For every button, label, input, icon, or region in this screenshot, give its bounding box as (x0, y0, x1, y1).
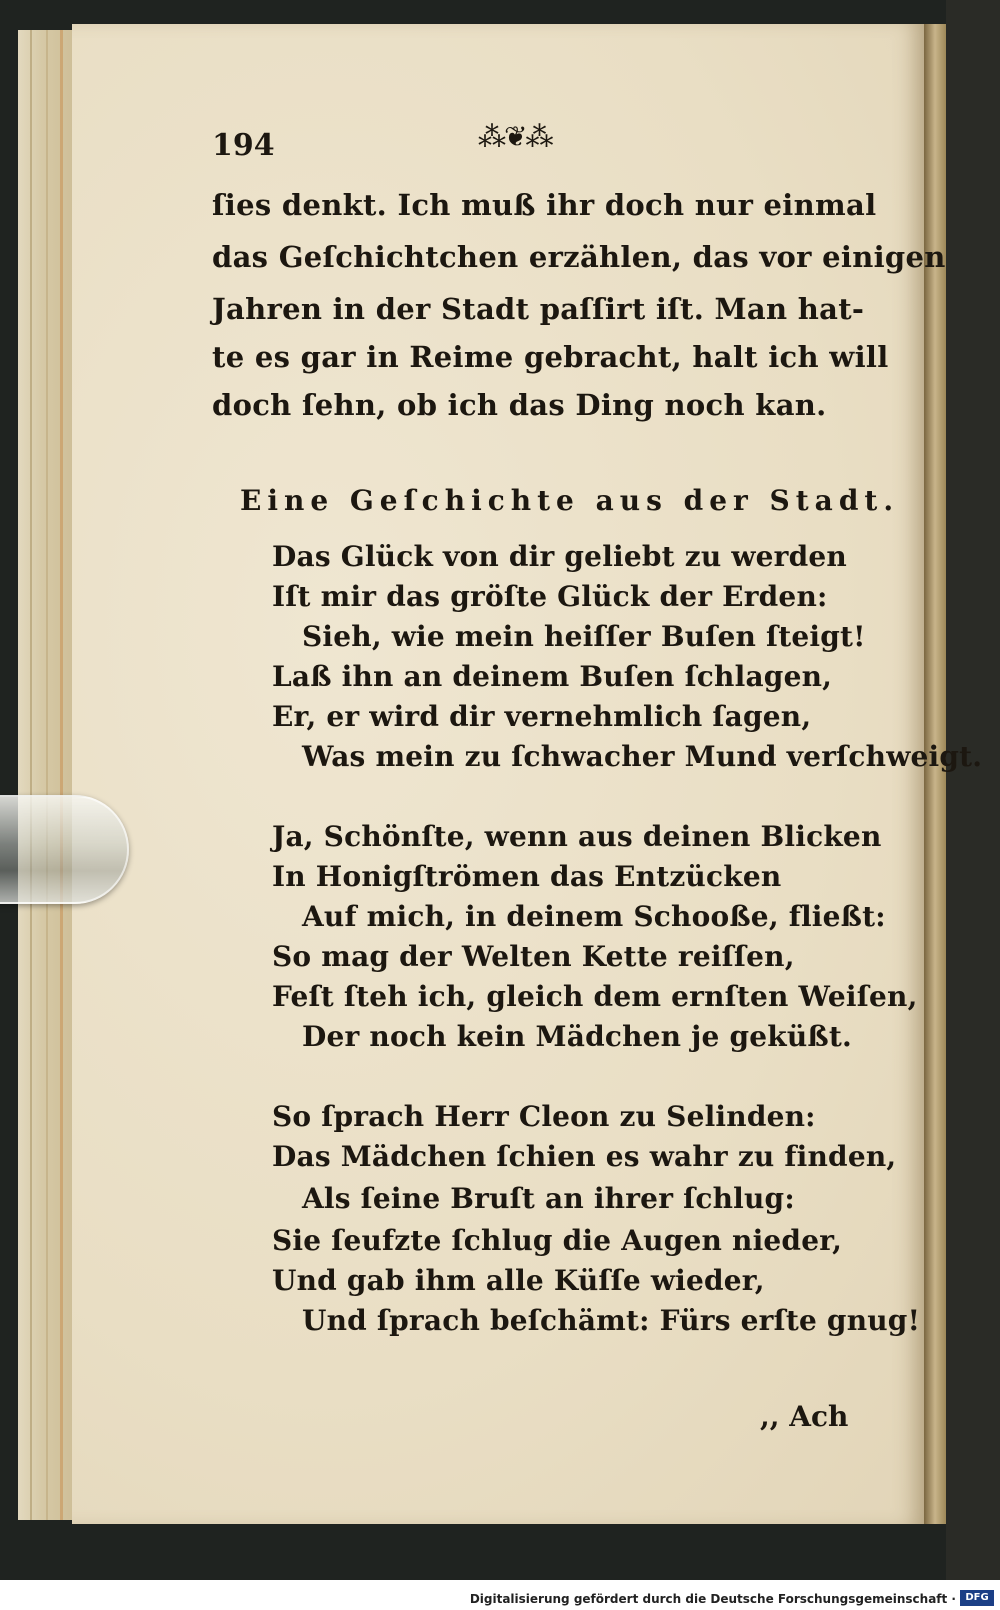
prose-line: doch ſehn, ob ich das Ding noch kan. (212, 388, 827, 422)
verse-line: Der noch kein Mädchen je geküßt. (302, 1020, 852, 1053)
verse-line: Er, er wird dir vernehmlich ſagen, (272, 700, 812, 733)
verse-line: Laß ihn an deinem Buſen ſchlagen, (272, 660, 833, 693)
catchword: ,, Ach (760, 1400, 849, 1433)
footer-credit: Digitalisierung gefördert durch die Deutsche Forschungsgemeinschaft · (469, 1592, 956, 1606)
header-ornament: ⁂❦⁂ (478, 120, 552, 153)
verse-line: Sieh, wie mein heiſſer Buſen ſteigt! (302, 620, 866, 653)
verse-line: Feſt ſteh ich, gleich dem ernſten Weiſen, (272, 980, 918, 1013)
prose-line: Jahren in der Stadt paſſirt iſt. Man hat- (212, 292, 865, 326)
prose-line: ſies denkt. Ich muß ihr doch nur einmal (212, 188, 877, 222)
prose-line: das Geſchichtchen erzählen, das vor einigen (212, 240, 946, 274)
verse-line: Iſt mir das gröſte Glück der Erden: (272, 580, 828, 613)
verse-line: Auf mich, in deinem Schooße, fließt: (302, 900, 886, 933)
verse-line: Das Mädchen ſchien es wahr zu finden, (272, 1140, 897, 1173)
prose-line: te es gar in Reime gebracht, halt ich will (212, 340, 889, 374)
verse-line: So ſprach Herr Cleon zu Selinden: (272, 1100, 816, 1133)
dfg-logo-icon: DFG (960, 1590, 994, 1606)
page-number: 194 (212, 128, 275, 163)
poem-title: Eine Geſchichte aus der Stadt. (240, 484, 900, 517)
verse-line: Was mein zu ſchwacher Mund verſchweigt. (302, 740, 983, 773)
verse-line: So mag der Welten Kette reiſſen, (272, 940, 795, 973)
background-right (946, 0, 1000, 1580)
verse-line: Und gab ihm alle Küſſe wieder, (272, 1264, 765, 1297)
verse-line: Sie ſeufzte ſchlug die Augen nieder, (272, 1224, 843, 1257)
verse-line: Als ſeine Bruſt an ihrer ſchlug: (302, 1182, 795, 1215)
verse-line: Und ſprach beſchämt: Fürs erſte gnug! (302, 1304, 921, 1337)
page-stack-edges (18, 30, 80, 1520)
page-clip (0, 795, 129, 904)
verse-line: In Honigſtrömen das Entzücken (272, 860, 782, 893)
verse-line: Das Glück von dir geliebt zu werden (272, 540, 847, 573)
verse-line: Ja, Schönſte, wenn aus deinen Blicken (272, 820, 882, 853)
